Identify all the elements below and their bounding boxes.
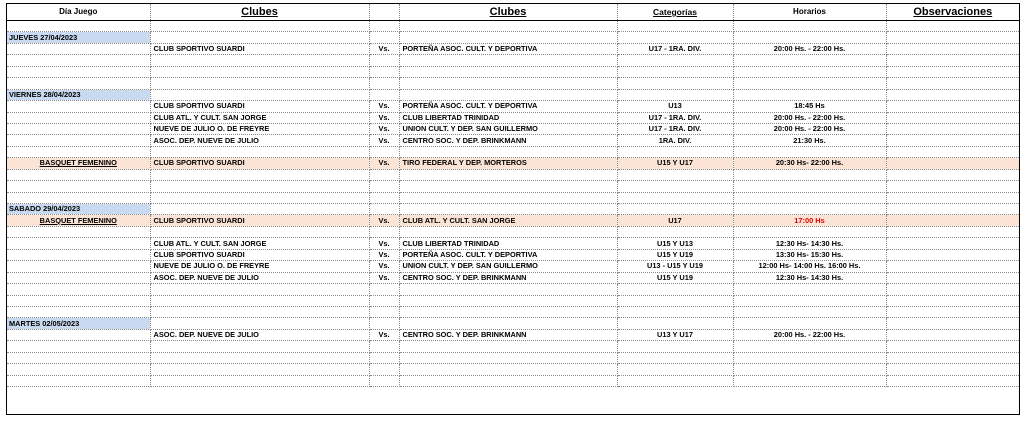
match-row	[7, 123, 1019, 134]
time-cell: 12:00 Hs- 14:00 Hs. 16:00 Hs.	[733, 261, 886, 272]
local-club: NUEVE DE JULIO O. DE FREYRE	[150, 261, 369, 272]
local-club: CLUB ATL. Y CULT. SAN JORGE	[150, 238, 369, 249]
observations-cell	[886, 43, 1019, 54]
time-cell: 18:45 Hs	[733, 101, 886, 112]
discipline-label: BASQUET FEMENINO	[7, 158, 150, 169]
observations-cell	[886, 249, 1019, 260]
spacer-row	[7, 364, 1019, 375]
spacer-row	[7, 146, 1019, 157]
header-clubes-visita: Clubes	[399, 4, 617, 21]
spacer-row	[7, 21, 1019, 32]
spacer-row	[7, 66, 1019, 77]
header-dia: Día Juego	[7, 4, 150, 21]
local-club: NUEVE DE JULIO O. DE FREYRE	[150, 123, 369, 134]
category-cell: U15 Y U19	[617, 249, 733, 260]
match-row	[7, 135, 1019, 146]
local-club: CLUB ATL. Y CULT. SAN JORGE	[150, 112, 369, 123]
visiting-club: UNION CULT. Y DEP. SAN GUILLERMO	[399, 123, 617, 134]
header-row	[7, 4, 1019, 21]
local-club: CLUB SPORTIVO SUARDI	[150, 215, 369, 226]
spacer-row	[7, 306, 1019, 317]
match-row	[7, 329, 1019, 340]
local-club: CLUB SPORTIVO SUARDI	[150, 101, 369, 112]
visiting-club: CENTRO SOC. Y DEP. BRINKMANN	[399, 329, 617, 340]
category-cell: U17	[617, 215, 733, 226]
match-row	[7, 272, 1019, 283]
spacer-row	[7, 226, 1019, 237]
observations-cell	[886, 272, 1019, 283]
visiting-club: CLUB LIBERTAD TRINIDAD	[399, 238, 617, 249]
observations-cell	[886, 238, 1019, 249]
spacer-row	[7, 375, 1019, 386]
time-cell: 20:00 Hs. - 22:00 Hs.	[733, 43, 886, 54]
vs-label: Vs.	[369, 43, 399, 54]
category-cell: U15 Y U13	[617, 238, 733, 249]
discipline-label: BASQUET FEMENINO	[7, 215, 150, 226]
spacer-row	[7, 295, 1019, 306]
spacer-row	[7, 192, 1019, 203]
schedule-sheet	[6, 3, 1020, 415]
match-row	[7, 101, 1019, 112]
visiting-club: TIRO FEDERAL Y DEP. MORTEROS	[399, 158, 617, 169]
observations-cell	[886, 112, 1019, 123]
category-cell: U17 - 1RA. DIV.	[617, 123, 733, 134]
observations-cell	[886, 135, 1019, 146]
vs-label: Vs.	[369, 158, 399, 169]
vs-label: Vs.	[369, 249, 399, 260]
highlight-match-row	[7, 158, 1019, 169]
match-row	[7, 112, 1019, 123]
highlight-match-row	[7, 215, 1019, 226]
local-club: CLUB SPORTIVO SUARDI	[150, 249, 369, 260]
time-cell: 17:00 Hs	[733, 215, 886, 226]
observations-cell	[886, 329, 1019, 340]
time-cell: 13:30 Hs- 15:30 Hs.	[733, 249, 886, 260]
date-cell: JUEVES 27/04/2023	[7, 32, 150, 43]
category-cell: U13	[617, 101, 733, 112]
spacer-row	[7, 284, 1019, 295]
spacer-row	[7, 78, 1019, 89]
spacer-row	[7, 55, 1019, 66]
time-cell: 20:00 Hs. - 22:00 Hs.	[733, 329, 886, 340]
observations-cell	[886, 261, 1019, 272]
category-cell: U13 - U15 Y U19	[617, 261, 733, 272]
observations-cell	[886, 158, 1019, 169]
match-row	[7, 238, 1019, 249]
visiting-club: CENTRO SOC. Y DEP. BRINKMANN	[399, 135, 617, 146]
observations-cell	[886, 215, 1019, 226]
visiting-club: PORTEÑA ASOC. CULT. Y DEPORTIVA	[399, 43, 617, 54]
header-horarios: Horarios	[733, 4, 886, 21]
observations-cell	[886, 101, 1019, 112]
vs-label: Vs.	[369, 272, 399, 283]
visiting-club: CLUB ATL. Y CULT. SAN JORGE	[399, 215, 617, 226]
vs-label: Vs.	[369, 238, 399, 249]
header-observaciones: Observaciones	[886, 4, 1019, 21]
category-cell: U13 Y U17	[617, 329, 733, 340]
local-club: ASOC. DEP. NUEVE DE JULIO	[150, 329, 369, 340]
category-cell: U17 - 1RA. DIV.	[617, 43, 733, 54]
date-cell: VIERNES 28/04/2023	[7, 89, 150, 100]
date-cell: MARTES 02/05/2023	[7, 318, 150, 329]
date-row	[7, 318, 1019, 329]
spacer-row	[7, 352, 1019, 363]
local-club: ASOC. DEP. NUEVE DE JULIO	[150, 272, 369, 283]
vs-label: Vs.	[369, 112, 399, 123]
time-cell: 12:30 Hs- 14:30 Hs.	[733, 272, 886, 283]
time-cell: 20:30 Hs- 22:00 Hs.	[733, 158, 886, 169]
visiting-club: UNION CULT. Y DEP. SAN GUILLERMO	[399, 261, 617, 272]
visiting-club: PORTEÑA ASOC. CULT. Y DEPORTIVA	[399, 249, 617, 260]
category-cell: U15 Y U19	[617, 272, 733, 283]
match-row	[7, 261, 1019, 272]
vs-label: Vs.	[369, 123, 399, 134]
date-cell: SABADO 29/04/2023	[7, 204, 150, 215]
time-cell: 20:00 Hs. - 22:00 Hs.	[733, 112, 886, 123]
time-cell: 21:30 Hs.	[733, 135, 886, 146]
spacer-row	[7, 169, 1019, 180]
visiting-club: PORTEÑA ASOC. CULT. Y DEPORTIVA	[399, 101, 617, 112]
time-cell: 20:00 Hs. - 22:00 Hs.	[733, 123, 886, 134]
category-cell: U17 - 1RA. DIV.	[617, 112, 733, 123]
vs-label: Vs.	[369, 101, 399, 112]
spacer-row	[7, 341, 1019, 352]
visiting-club: CENTRO SOC. Y DEP. BRINKMANN	[399, 272, 617, 283]
match-row	[7, 249, 1019, 260]
observations-cell	[886, 123, 1019, 134]
header-clubes-local: Clubes	[150, 4, 369, 21]
category-cell: 1RA. DIV.	[617, 135, 733, 146]
header-categorias: Categorías	[617, 4, 733, 21]
visiting-club: CLUB LIBERTAD TRINIDAD	[399, 112, 617, 123]
date-row	[7, 89, 1019, 100]
category-cell: U15 Y U17	[617, 158, 733, 169]
local-club: ASOC. DEP. NUEVE DE JULIO	[150, 135, 369, 146]
spacer-row	[7, 181, 1019, 192]
local-club: CLUB SPORTIVO SUARDI	[150, 43, 369, 54]
vs-label: Vs.	[369, 329, 399, 340]
vs-label: Vs.	[369, 135, 399, 146]
date-row	[7, 204, 1019, 215]
date-row	[7, 32, 1019, 43]
header-vs-spacer	[369, 4, 399, 21]
local-club: CLUB SPORTIVO SUARDI	[150, 158, 369, 169]
match-row	[7, 43, 1019, 54]
schedule-table	[7, 4, 1019, 387]
vs-label: Vs.	[369, 261, 399, 272]
vs-label: Vs.	[369, 215, 399, 226]
time-cell: 12:30 Hs- 14:30 Hs.	[733, 238, 886, 249]
